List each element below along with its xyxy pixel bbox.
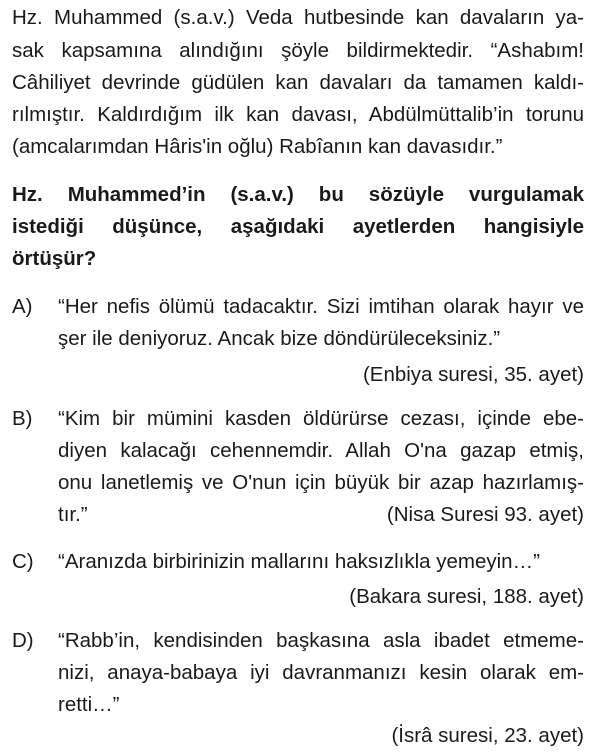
option-text-line: nizi, anaya-babaya iyi davranmanızı kesin olarak em-	[58, 661, 584, 684]
question-line: örtüşür?	[12, 247, 97, 270]
option-text-line: şer ile deniyoruz. Ancak bize döndürüleceksiniz.”	[58, 327, 501, 350]
option-text-line: diyen kalacağı cehennemdir. Allah O'na gazap etmiş,	[58, 439, 584, 462]
option-text-line: “Kim bir mümini kasden öldürürse cezası, içinde ebe-	[58, 407, 584, 430]
option-text-line: onu lanetlemiş ve O'nun için büyük bir azap hazırlamış-	[58, 471, 584, 494]
option-text-line: tır.”	[58, 503, 88, 526]
option-text-line: “Aranızda birbirinizin mallarını haksızlıkla yemeyin…”	[58, 550, 540, 573]
passage-line: (amcalarımdan Hâris'in oğlu) Rabîanın kan davasıdır.”	[12, 135, 503, 158]
option-text-line: “Her nefis ölümü tadacaktır. Sizi imtihan olarak hayır ve	[58, 295, 584, 318]
question-line: Hz. Muhammed’in (s.a.v.) bu sözüyle vurgulamak	[12, 183, 584, 206]
option-source: (İsrâ suresi, 23. ayet)	[391, 724, 584, 747]
option-letter: C)	[12, 550, 34, 573]
option-source: (Bakara suresi, 188. ayet)	[349, 585, 584, 608]
option-text-line: retti…”	[58, 693, 120, 716]
option-source: (Nisa Suresi 93. ayet)	[386, 503, 584, 526]
option-letter: D)	[12, 629, 34, 652]
question-line: istediği düşünce, aşağıdaki ayetlerden hangisiyle	[12, 215, 584, 238]
option-text-line: “Rabb’in, kendisinden başkasına asla ibadet etmeme-	[58, 629, 584, 652]
option-letter: B)	[12, 407, 33, 430]
passage-line: Câhiliyet devrinde güdülen kan davaları da tamamen kaldı-	[12, 71, 584, 94]
option-source: (Enbiya suresi, 35. ayet)	[362, 363, 584, 386]
option-letter: A)	[12, 295, 33, 318]
passage-line: Hz. Muhammed (s.a.v.) Veda hutbesinde kan davaların ya-	[12, 6, 584, 29]
passage-line: sak kapsamına alındığını şöyle bildirmektedir. “Ashabım!	[12, 39, 584, 62]
passage-line: rılmıştır. Kaldırdığım ilk kan davası, Abdülmüttalib’in torunu	[12, 103, 584, 126]
